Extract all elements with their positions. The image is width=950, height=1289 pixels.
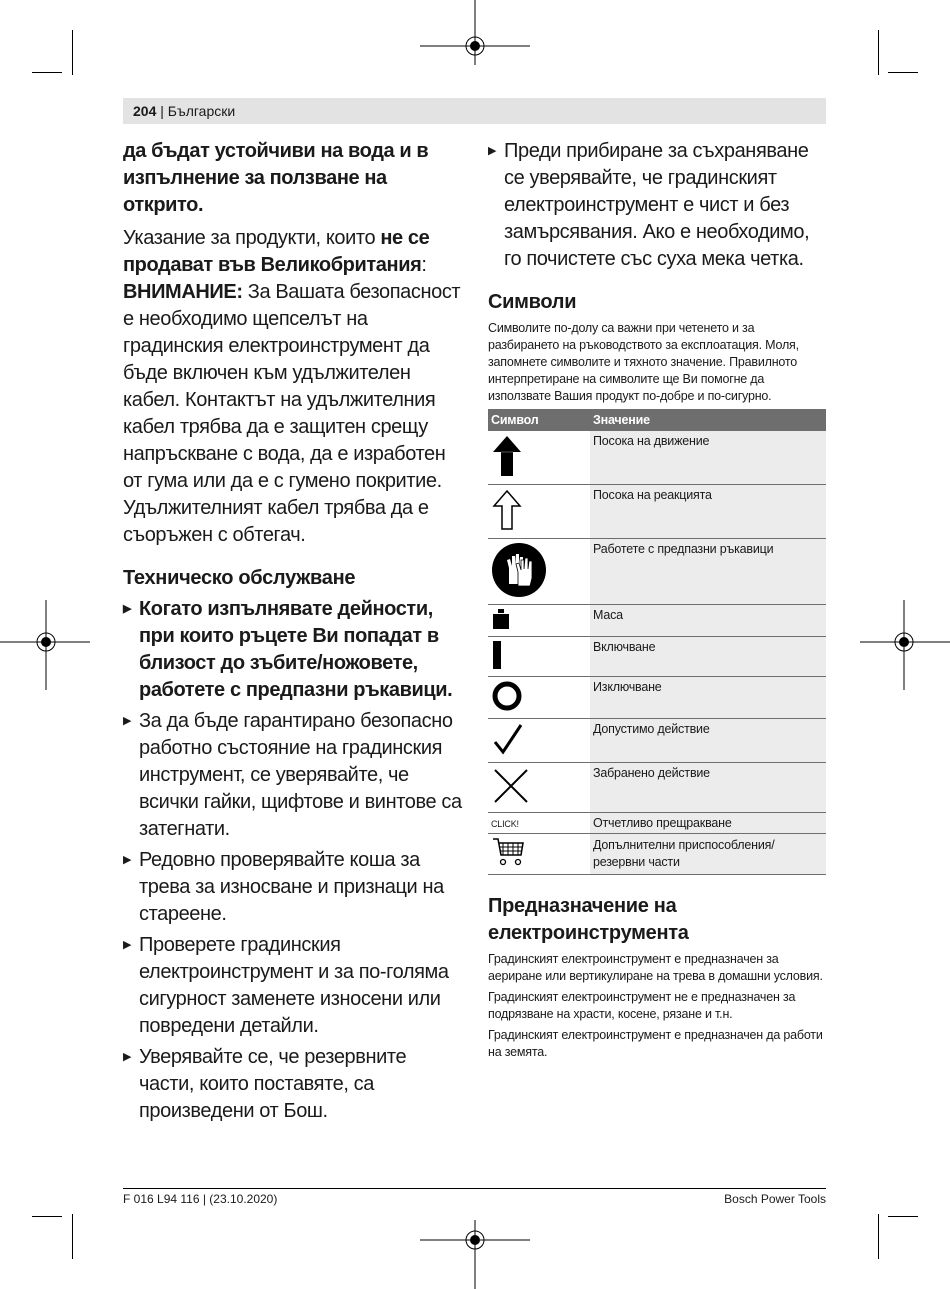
table-row-meaning: Работете с предпазни ръкавици bbox=[590, 539, 826, 605]
on-icon bbox=[491, 640, 505, 670]
crop-mark bbox=[72, 1214, 73, 1259]
storage-item: ▶ Преди прибиране за съхраняване се уверявайте, че градинският електроинструмент е чист и без замърсявания. Ако е необходимо, го почистете със суха мека четка. bbox=[488, 138, 826, 273]
table-row bbox=[488, 637, 826, 677]
maintenance-item: ▶ Уверявайте се, че резервните части, които поставяте, са произведени от Бош. bbox=[123, 1044, 463, 1125]
right-column bbox=[488, 138, 826, 1061]
purpose-paragraph: Градинският електроинструмент е предназначен за аериране или вертикулиране на трева в домашни условия. bbox=[488, 952, 823, 983]
table-row-meaning: Допълнителни приспособления/резервни части bbox=[590, 834, 826, 875]
page-number: 204 bbox=[133, 103, 157, 119]
registration-mark-left bbox=[0, 600, 90, 690]
filled-arrow-icon bbox=[491, 434, 523, 478]
purpose-paragraph: Градинският електроинструмент не е предназначен за подрязване на храсти, косене, рязане и т.н. bbox=[488, 990, 796, 1021]
left-column bbox=[123, 138, 463, 1125]
warning-text: За Вашата безопасност е необходимо щепселът на градинския електроинструмент да бъде включен към удължителен кабел. Контактът на удължителния кабел трябва да е защитен срещу напръскване с вода, да е изработен от гума или да е с гумено покритие. Удължителният кабел трябва да е съоръжен с обтегач. bbox=[123, 281, 461, 546]
footer-brand: Bosch Power Tools bbox=[724, 1192, 826, 1206]
outline-arrow-icon bbox=[491, 488, 523, 532]
maintenance-item: ▶ Когато изпълнявате дейности, при които ръцете Ви попадат в близост до зъбите/ножовете, работете с предпазни ръкавици. bbox=[123, 596, 463, 704]
table-row-meaning: Включване bbox=[590, 637, 826, 677]
table-row-meaning: Изключване bbox=[590, 677, 826, 719]
off-icon bbox=[491, 680, 525, 712]
table-row-meaning: Маса bbox=[590, 605, 826, 637]
table-row bbox=[488, 834, 826, 875]
table-row bbox=[488, 763, 826, 813]
cart-icon bbox=[491, 837, 525, 867]
table-header-meaning: Значение bbox=[590, 409, 826, 431]
registration-mark-right bbox=[860, 600, 950, 690]
maintenance-heading: Техническо обслужване bbox=[123, 567, 356, 589]
intro-bold-text: да бъдат устойчиви на вода и в изпълнение за ползване на открито. bbox=[123, 140, 429, 216]
table-row bbox=[488, 539, 826, 605]
uk-note: Указание за продукти, които не се продават във Великобритания: ВНИМАНИЕ: За Вашата безопасност е необходимо щепселът на градинския електроинструмент да бъде включен към удължителен кабел. Контактът на удължителния кабел трябва да е защитен срещу напръскване с вода, да е изработен от гума или да е с гумено покритие. Удължителният кабел трябва да е съоръжен с обтегач. bbox=[123, 227, 461, 546]
symbols-table bbox=[488, 409, 826, 875]
table-row bbox=[488, 605, 826, 637]
table-row-meaning: Допустимо действие bbox=[590, 719, 826, 763]
footer-rule bbox=[123, 1188, 826, 1189]
symbols-heading: Символи bbox=[488, 291, 577, 313]
table-row-meaning: Отчетливо прещракване bbox=[590, 813, 826, 834]
registration-mark-bottom bbox=[420, 1220, 530, 1289]
crop-mark bbox=[72, 30, 73, 75]
warning-label: ВНИМАНИЕ: bbox=[123, 281, 243, 303]
purpose-heading: Предназначение на електроинструмента bbox=[488, 895, 689, 944]
header-language: Български bbox=[167, 103, 236, 119]
click-icon: CLICK! bbox=[491, 819, 519, 829]
table-header-symbol: Символ bbox=[488, 409, 590, 431]
crop-mark bbox=[32, 72, 62, 73]
purpose-paragraph: Градинският електроинструмент е предназначен да работи на земята. bbox=[488, 1028, 823, 1059]
cross-icon bbox=[491, 766, 531, 806]
check-icon bbox=[491, 722, 525, 756]
table-row bbox=[488, 719, 826, 763]
crop-mark bbox=[878, 30, 879, 75]
weight-icon bbox=[491, 608, 511, 630]
maintenance-item: ▶ Редовно проверявайте коша за трева за износване и признаци на стареене. bbox=[123, 847, 463, 928]
maintenance-item: ▶ За да бъде гарантирано безопасно работно състояние на градинския инструмент, се уверявайте, че всички гайки, щифтове и винтове са затегнати. bbox=[123, 708, 463, 843]
registration-mark-top bbox=[420, 0, 530, 70]
page-header: 204 | Български bbox=[133, 103, 236, 119]
table-row-meaning: Посока на движение bbox=[590, 431, 826, 485]
crop-mark bbox=[888, 72, 918, 73]
table-row-meaning: Забранено действие bbox=[590, 763, 826, 813]
table-row bbox=[488, 431, 826, 485]
maintenance-item: ▶ Проверете градинския електроинструмент и за по-голяма сигурност заменете износени или повредени детайли. bbox=[123, 932, 463, 1040]
table-row-meaning: Посока на реакцията bbox=[590, 485, 826, 539]
crop-mark bbox=[32, 1216, 62, 1217]
table-header-row bbox=[488, 409, 826, 431]
symbols-intro: Символите по-долу са важни при четенето и за разбирането на ръководството за експлоатация. Моля, запомнете символите и тяхното значение. Правилното интерпретиране на символите ще Ви помогне да използвате Вашия продукт по-добре и по-сигурно. bbox=[488, 321, 799, 403]
table-row bbox=[488, 677, 826, 719]
table-row bbox=[488, 485, 826, 539]
gloves-icon bbox=[491, 542, 547, 598]
footer-doc-id: F 016 L94 116 | (23.10.2020) bbox=[123, 1192, 278, 1206]
crop-mark bbox=[888, 1216, 918, 1217]
crop-mark bbox=[878, 1214, 879, 1259]
table-row bbox=[488, 813, 826, 834]
